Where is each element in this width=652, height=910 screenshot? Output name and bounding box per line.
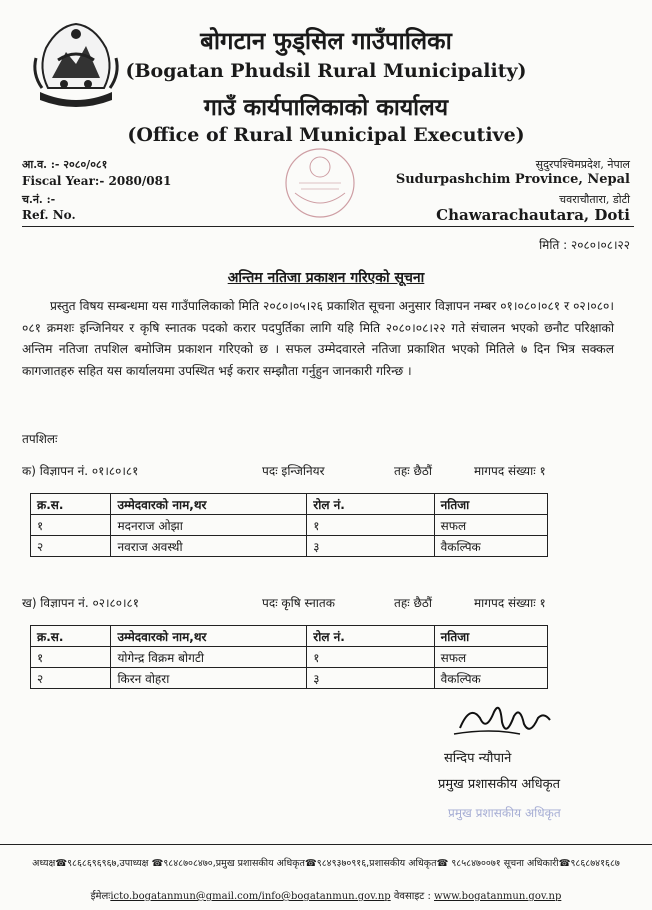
cell-sn: २ — [31, 536, 111, 557]
table-row — [31, 668, 548, 689]
notice-heading — [0, 268, 652, 287]
table-row — [31, 647, 548, 668]
details-label: तपशिलः — [22, 432, 58, 446]
ad-1-demand: मागपद संख्याः १ — [474, 464, 546, 478]
header-roll: रोल नं. — [307, 626, 434, 647]
footer-divider — [0, 844, 652, 845]
office-name-nepali: गाउँ कार्यपालिकाको कार्यालय — [203, 95, 449, 121]
ad-2-post: पदः कृषि स्नातक — [262, 596, 335, 610]
table-header-row — [31, 494, 548, 515]
handwritten-signature — [450, 698, 560, 744]
cell-roll: ३ — [307, 536, 434, 557]
place-nepali: चवराचौतारा, डोटी — [559, 193, 630, 206]
table-header-row — [31, 626, 548, 647]
place-english: Chawarachautara, Doti — [436, 206, 630, 224]
footer-links — [0, 888, 652, 902]
notice-date: मिति : २०८०।०८।२२ — [539, 238, 630, 252]
email-label: ईमेलः — [90, 891, 111, 902]
cell-name: मदनराज ओझा — [111, 515, 307, 536]
office-name-english: (Office of Rural Municipal Executive) — [127, 124, 525, 146]
header-name: उम्मेदवारको नाम,थर — [111, 626, 307, 647]
header-result: नतिजा — [434, 626, 547, 647]
ad-1-info — [22, 462, 594, 479]
cell-result: सफल — [434, 647, 547, 668]
cell-name: किरन वोहरा — [111, 668, 307, 689]
cell-sn: १ — [31, 515, 111, 536]
municipality-name-nepali: बोगटान फुड्सिल गाउँपालिका — [200, 27, 452, 55]
cell-result: सफल — [434, 515, 547, 536]
cell-name: योगेन्द्र विक्रम बोगटी — [111, 647, 307, 668]
province-english: Sudurpashchim Province, Nepal — [395, 172, 630, 187]
ad-2-number: ख) विज्ञापन नं. ०२।८०।८१ — [22, 596, 140, 610]
header-result: नतिजा — [434, 494, 547, 515]
signatory-name: सन्दिप न्यौपाने — [444, 751, 512, 766]
table-row — [31, 536, 548, 557]
fiscal-year-nepali: आ.व. :- २०८०/०८१ — [22, 158, 108, 171]
cell-result: वैकल्पिक — [434, 536, 547, 557]
results-table-2 — [30, 625, 548, 689]
website-link[interactable]: www.bogatanmun.gov.np — [434, 891, 562, 902]
ad-1-number: क) विज्ञापन नं. ०१।८०।८१ — [22, 464, 139, 478]
footer-contacts: अध्यक्ष☎९८६८६९६९६७,उपाध्यक्ष ☎९८४८७०८४७०,प्रमुख प्रशासकीय अधिकृत☎९८४९३७०९१६,प्रशासकीय अधिकृत☎ ९८५८४७००७१ सूचना अधिकारी☎९८६८७४१६८७ — [32, 858, 620, 869]
header-name: उम्मेदवारको नाम,थर — [111, 494, 307, 515]
header-sn: क्र.स. — [31, 494, 111, 515]
results-table-1 — [30, 493, 548, 557]
office-seal-stamp — [275, 143, 365, 223]
cell-sn: २ — [31, 668, 111, 689]
ad-2-demand: मागपद संख्याः १ — [474, 596, 546, 610]
notice-heading-text: अन्तिम नतिजा प्रकाशन गरिएको सूचना — [227, 270, 425, 286]
notice-body: प्रस्तुत विषय सम्बन्धमा यस गाउँपालिकाको मिति २०८०।०५।२६ प्रकाशित सूचना अनुसार विज्ञापन नम्बर ०१।०८०।०८१ र ०२।०८०।०८१ क्रमशः इन्जिनियर र कृषि स्नातक पदको करार पदपुर्तिका लागि यहि मिति २०८०।०८।२२ गते संचालन भएको छनौट परिक्षाको अन्तिम नतिजा तपशिल बमोजिम प्रकाशन गरिएको छ । सफल उम्मेदवारले नतिजा प्रकाशित भएको मितिले ७ दिन भित्र सक्कल कागजातहरु सहित यस कार्यालयमा उपस्थित भई करार सम्झौता गर्नुहुन जानकारी गरिन्छ । — [22, 299, 614, 378]
cell-sn: १ — [31, 647, 111, 668]
ad-2-level: तहः छैठौं — [394, 596, 432, 610]
email-link[interactable]: icto.bogatanmun@gmail.com/info@bogatanmun.gov.np — [110, 891, 391, 902]
website-label: वेवसाइट : — [393, 891, 431, 902]
cell-roll: १ — [307, 515, 434, 536]
table-row — [31, 515, 548, 536]
municipality-name-english: (Bogatan Phudsil Rural Municipality) — [125, 60, 527, 82]
signatory-title: प्रमुख प्रशासकीय अधिकृत — [438, 777, 561, 792]
fiscal-year-english: Fiscal Year:- 2080/081 — [22, 174, 172, 188]
ad-1-post: पदः इन्जिनियर — [262, 464, 325, 478]
ref-no-nepali: च.नं. :- — [22, 193, 56, 206]
cell-roll: १ — [307, 647, 434, 668]
signatory-stamp: प्रमुख प्रशासकीय अधिकृत — [448, 806, 561, 820]
ref-no-english: Ref. No. — [22, 208, 76, 222]
province-nepali: सुदुरपश्चिमप्रदेश, नेपाल — [535, 158, 630, 171]
cell-result: वैकल्पिक — [434, 668, 547, 689]
ad-1-level: तहः छैठौं — [394, 464, 432, 478]
header-divider — [22, 226, 634, 227]
cell-roll: ३ — [307, 668, 434, 689]
header-roll: रोल नं. — [307, 494, 434, 515]
cell-name: नवराज अवस्थी — [111, 536, 307, 557]
header-sn: क्र.स. — [31, 626, 111, 647]
ad-2-info — [22, 594, 594, 611]
